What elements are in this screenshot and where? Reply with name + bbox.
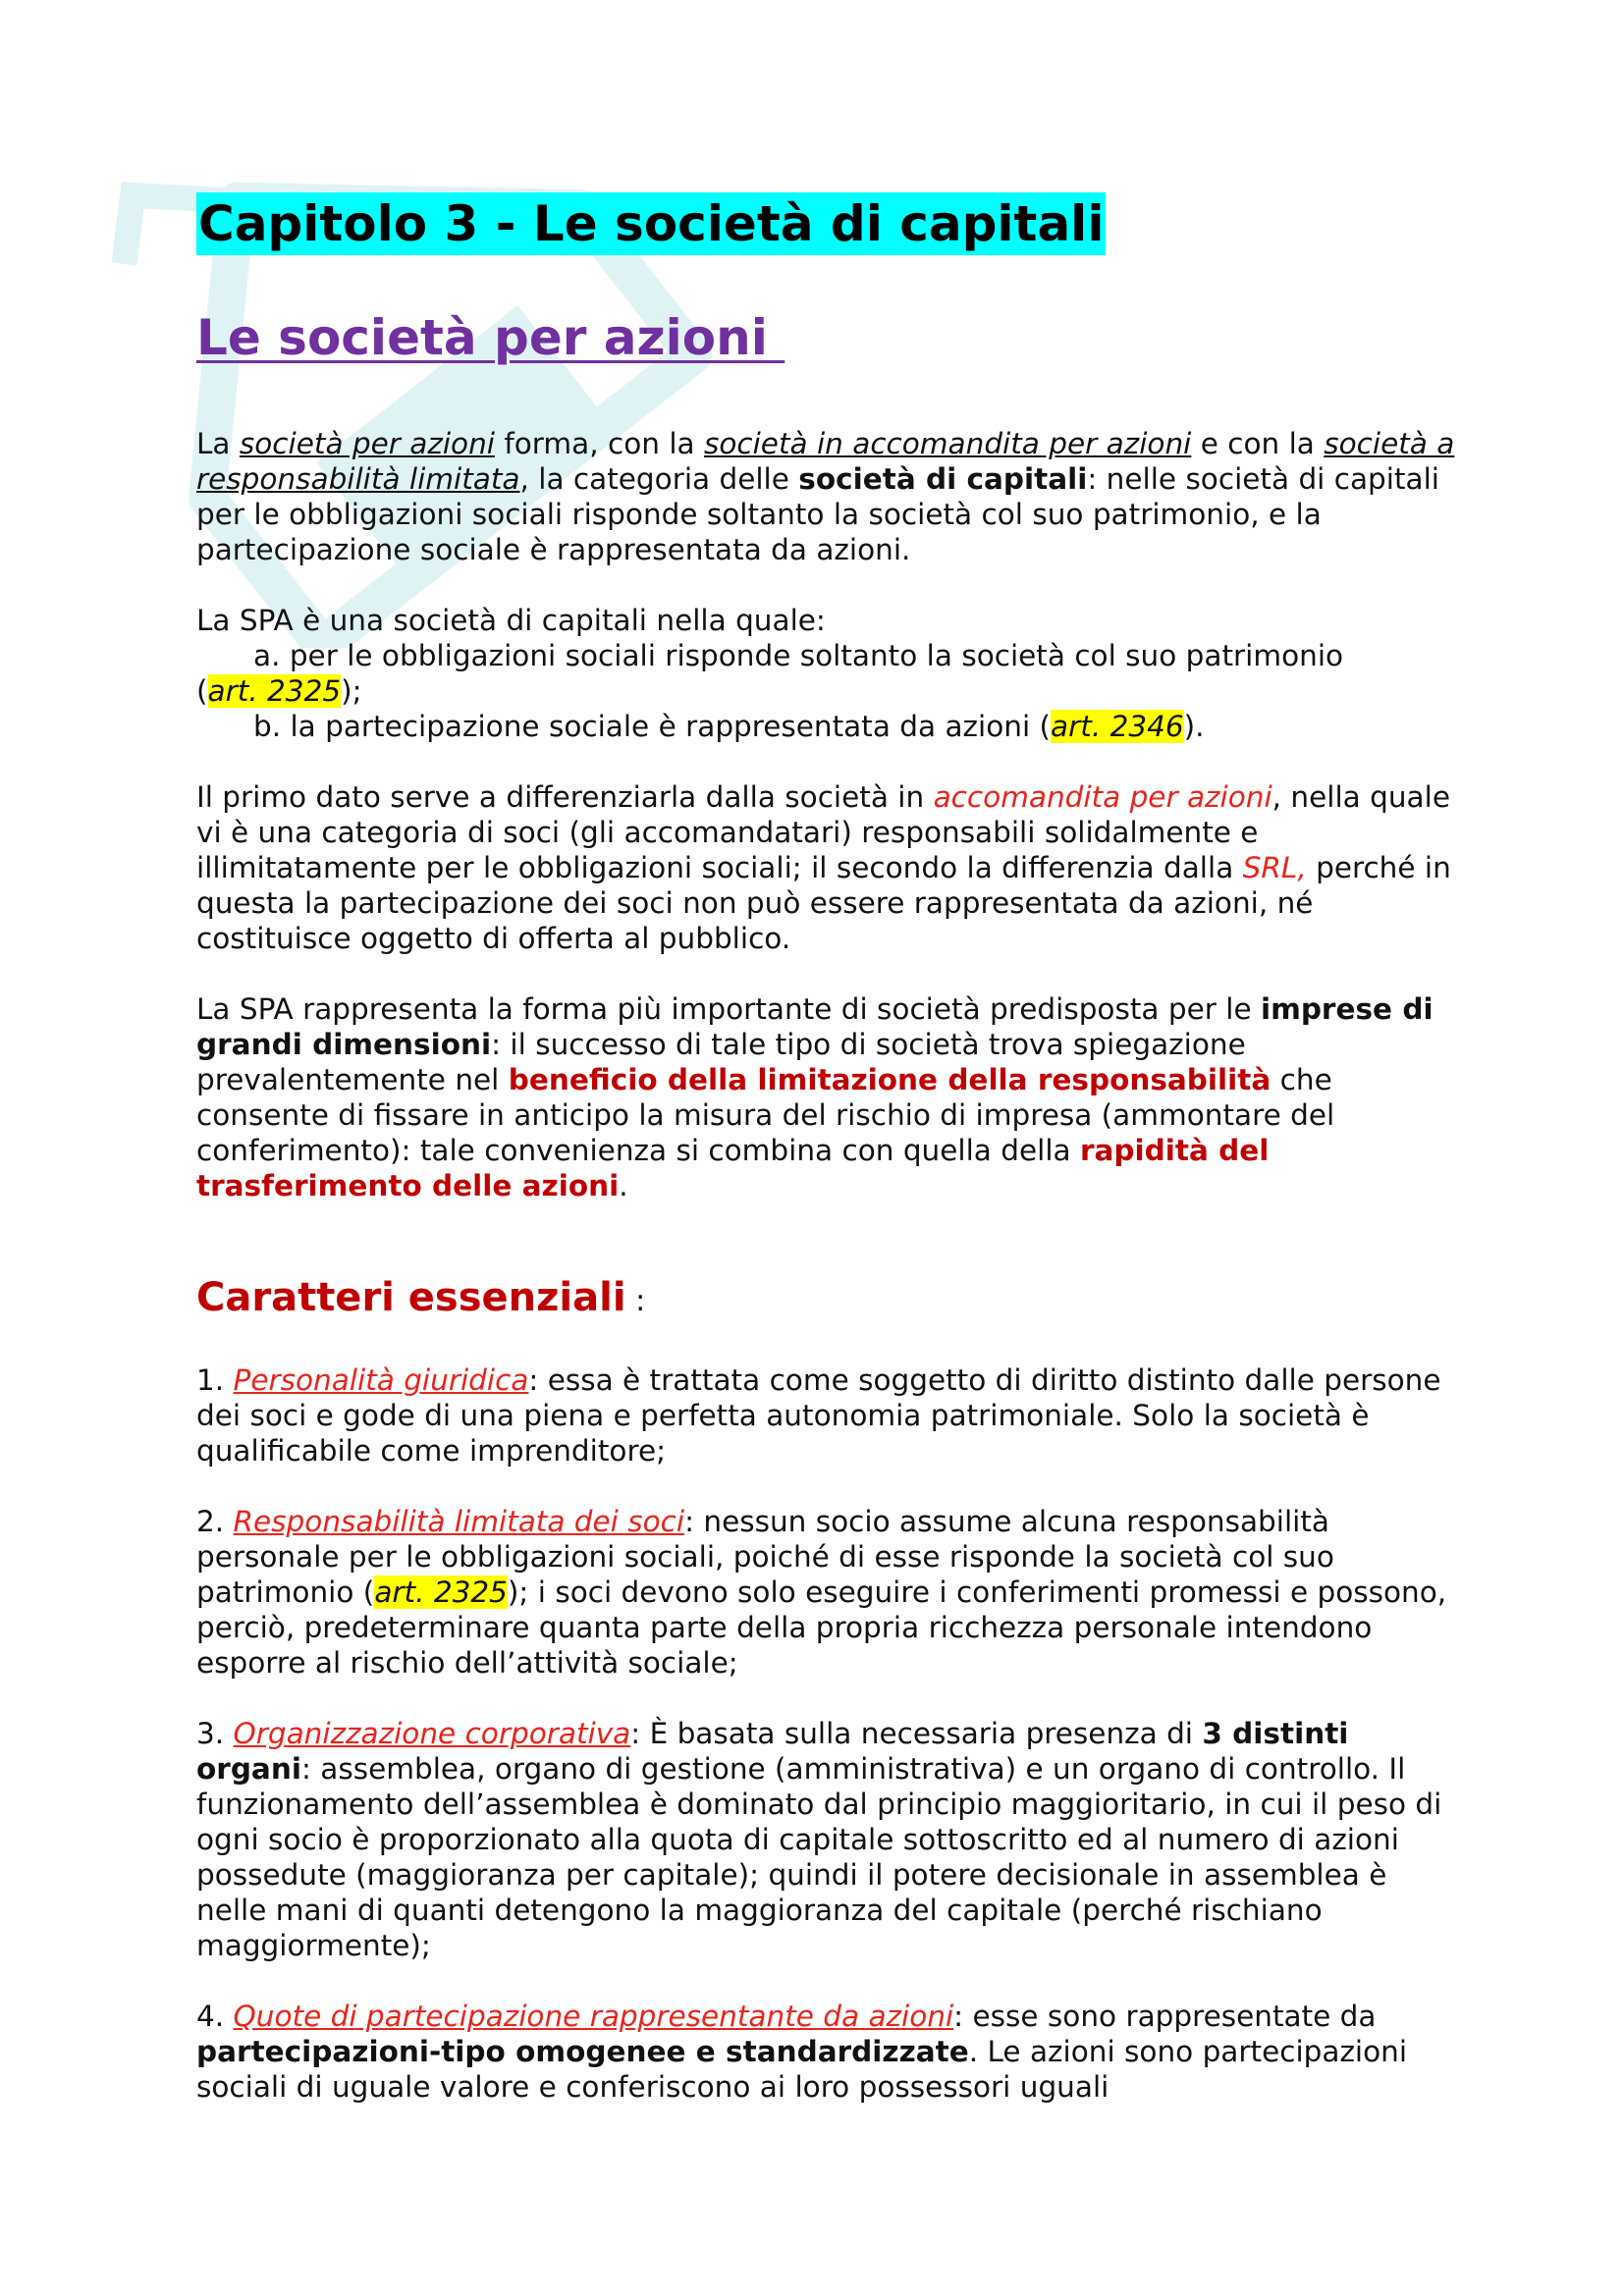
section-title: Le società per azioni (196, 309, 785, 366)
paragraph-importance (196, 991, 1463, 1203)
term-accomandita: accomandita per azioni (933, 780, 1272, 814)
item-term: Responsabilità limitata dei soci (233, 1505, 685, 1538)
item-bold: 3 distinti organi (196, 1717, 1349, 1786)
document-page (196, 192, 1463, 2105)
term-societa-capitali: società di capitali (798, 462, 1088, 496)
item-text: . Le azioni sono partecipazioni sociali di uguale valore e conferiscono ai loro possessori uguali (196, 2035, 1408, 2104)
text: : nelle società di capitali per le obbligazioni sociali risponde soltanto la società col suo patrimonio, e la partecipazione sociale è rappresentata da azioni. (196, 462, 1439, 566)
item-number: 1. (196, 1363, 234, 1397)
list-item-b: b. la partecipazione sociale è rappresentata da azioni ( (253, 710, 1052, 743)
item-term: Personalità giuridica (233, 1363, 529, 1397)
paragraph-intro (196, 426, 1463, 567)
text: , la categoria delle (519, 462, 799, 496)
term-srl: società a responsabilità limitata (196, 427, 1455, 496)
item-bold: partecipazioni-tipo omogenee e standardizzate (196, 2035, 969, 2068)
feature-item-1 (196, 1362, 1463, 1468)
item-text: ); i soci devono solo eseguire i conferimenti promessi e possono, perciò, predeterminare quanta parte della propria ricchezza personale intendono esporre al rischio dell’attività sociale; (196, 1575, 1447, 1680)
subsection-title (196, 1272, 1463, 1327)
item-term: Organizzazione corporativa (233, 1717, 631, 1750)
text: ( (196, 674, 208, 708)
term-rapidita: rapidità del trasferimento delle azioni (196, 1134, 1270, 1202)
article-ref: art. 2325 (374, 1575, 508, 1609)
item-number: 3. (196, 1717, 234, 1750)
item-text: : assemblea, organo di gestione (amministrativa) e un organo di controllo. Il funzionamento dell’assemblea è dominato dal principio maggioritario, in cui il peso di ogni socio è proporzionato alla quota di capitale sottoscritto ed al numero di azioni possedute (maggioranza per capitale); quindi il potere decisionale in assemblea è nelle mani di quanti detengono la maggioranza del capitale (perché rischiano maggiormente); (196, 1752, 1442, 1962)
text: Il primo dato serve a differenziarla dalla società in (196, 780, 934, 814)
text: ); (341, 674, 362, 708)
feature-item-3 (196, 1716, 1463, 1963)
chapter-title: Capitolo 3 - Le società di capitali (196, 192, 1106, 255)
subsection-title-text: Caratteri essenziali (196, 1275, 626, 1320)
item-number: 4. (196, 2000, 234, 2033)
paragraph-differences (196, 779, 1463, 956)
text: La SPA rappresenta la forma più importante di società predisposta per le (196, 992, 1261, 1026)
text: e con la (1191, 427, 1325, 460)
item-number: 2. (196, 1505, 234, 1538)
feature-item-2 (196, 1504, 1463, 1681)
article-ref: art. 2346 (1051, 710, 1184, 743)
paragraph-definition (196, 603, 1463, 744)
item-text: : È basata sulla necessaria presenza di (630, 1717, 1203, 1750)
text: perché in questa la partecipazione dei soci non può essere rappresentata da azioni, né costituisce oggetto di offerta al pubblico. (196, 851, 1451, 955)
text: La (196, 427, 240, 460)
definition-intro: La SPA è una società di capitali nella quale: (196, 604, 826, 637)
term-srl-short: SRL, (1242, 851, 1307, 884)
feature-item-4 (196, 1999, 1463, 2105)
text: che consente di fissare in anticipo la misura del rischio di impresa (ammontare del conferimento): tale convenienza si combina con quella della (196, 1063, 1335, 1167)
article-ref: art. 2325 (207, 674, 342, 708)
list-item-a: a. per le obbligazioni sociali risponde soltanto la società col suo patrimonio (253, 639, 1344, 672)
term-beneficio: beneficio della limitazione della responsabilità (508, 1063, 1271, 1096)
text: ). (1183, 710, 1205, 743)
text: forma, con la (494, 427, 704, 460)
item-text: : nessun socio assume alcuna responsabilità personale per le obbligazioni sociali, poiché di esse risponde la società col suo patrimonio ( (196, 1505, 1334, 1609)
text: , nella quale vi è una categoria di soci (gli accomandatari) responsabili solidalmente e illimitatamente per le obbligazioni sociali; il secondo la differenzia dalla (196, 780, 1450, 884)
item-text: : essa è trattata come soggetto di diritto distinto dalle persone dei soci e gode di una piena e perfetta autonomia patrimoniale. Solo la società è qualificabile come imprenditore; (196, 1363, 1441, 1468)
text: . (619, 1169, 628, 1202)
subsection-colon: : (625, 1284, 646, 1318)
item-text: : esse sono rappresentate da (953, 2000, 1377, 2033)
item-term: Quote di partecipazione rappresentante da azioni (233, 2000, 954, 2033)
term-spa: società per azioni (239, 427, 495, 460)
text: : il successo di tale tipo di società trova spiegazione prevalentemente nel (196, 1028, 1246, 1096)
term-sapa: società in accomandita per azioni (703, 427, 1192, 460)
term-grandi-dimensioni: imprese di grandi dimensioni (196, 992, 1434, 1061)
